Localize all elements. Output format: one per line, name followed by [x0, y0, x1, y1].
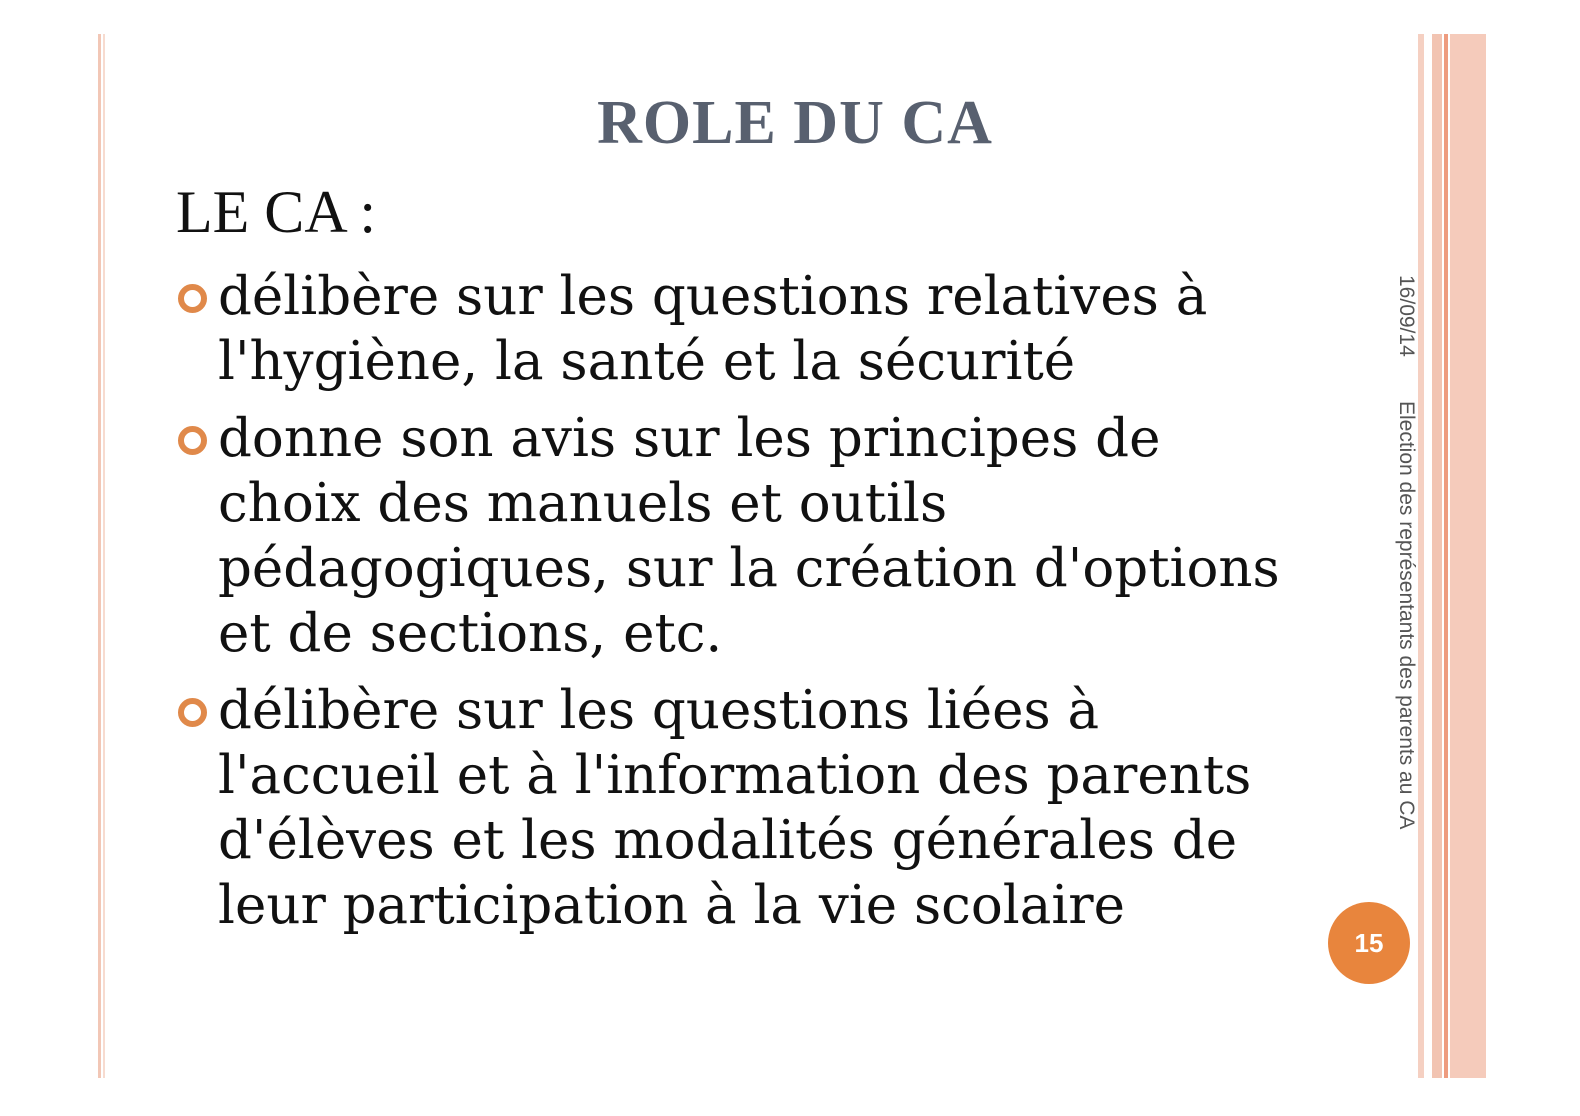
bullet-line: pédagogiques, sur la création d'options — [218, 538, 1280, 599]
circle-bullet-icon — [178, 698, 207, 727]
page-number-badge: 15 — [1328, 902, 1410, 984]
bullet-line: l'accueil et à l'information des parents — [218, 745, 1252, 806]
bullet-line: choix des manuels et outils — [218, 473, 948, 534]
bullet-line: et de sections, etc. — [218, 603, 723, 664]
bullet-line: d'élèves et les modalités générales de — [218, 810, 1238, 871]
circle-bullet-icon — [178, 426, 207, 455]
bullet-line: l'hygiène, la santé et la sécurité — [218, 331, 1076, 392]
left-decor-line — [98, 34, 101, 1078]
bullet-line: délibère sur les questions liées à — [218, 680, 1100, 741]
bullet-line: délibère sur les questions relatives à — [218, 266, 1208, 327]
right-decor-band-thin — [1418, 34, 1424, 1078]
slide-footer-text: Election des représentants des parents au CA — [1395, 400, 1418, 830]
slide-date: 16/09/14 — [1395, 275, 1418, 357]
bullet-line: leur participation à la vie scolaire — [218, 875, 1125, 936]
slide-subtitle: LE CA : — [176, 179, 377, 245]
bullet-line: donne son avis sur les principes de — [218, 408, 1161, 469]
bullet-list — [176, 264, 1356, 950]
right-decor-band-wide — [1450, 34, 1486, 1078]
side-footer-vertical — [1372, 275, 1418, 875]
bullet-item — [176, 678, 1356, 938]
bullet-item — [176, 406, 1356, 666]
slide-title: ROLE DU CA — [597, 89, 993, 157]
right-decor-band-accent — [1444, 34, 1448, 1078]
circle-bullet-icon — [178, 284, 207, 313]
bullet-item — [176, 264, 1356, 394]
right-decor-band-mid — [1432, 34, 1442, 1078]
left-decor-line-inner — [103, 34, 105, 1078]
